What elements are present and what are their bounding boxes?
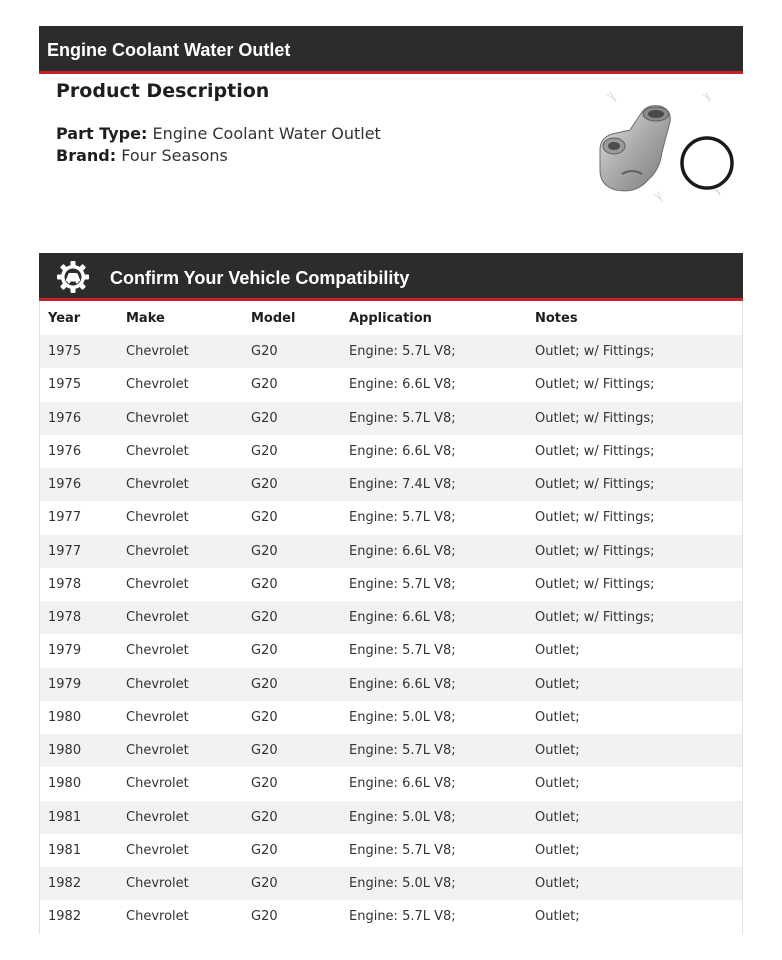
table-row [40, 335, 742, 368]
year-cell: 1976 [48, 443, 82, 459]
make-cell: Chevrolet [126, 344, 189, 360]
product-description-heading: Product Description [56, 80, 270, 102]
column-header-application: Application [349, 310, 432, 326]
table-row [40, 668, 742, 701]
make-cell: Chevrolet [126, 510, 189, 526]
notes-cell: Outlet; w/ Fittings; [535, 443, 655, 459]
model-cell: G20 [251, 809, 278, 825]
year-cell: 1979 [48, 643, 82, 659]
compatibility-header [39, 253, 743, 301]
table-row [40, 501, 742, 534]
model-cell: G20 [251, 842, 278, 858]
model-cell: G20 [251, 909, 278, 925]
part-type-value: Engine Coolant Water Outlet [152, 124, 381, 143]
model-cell: G20 [251, 876, 278, 892]
make-cell: Chevrolet [126, 842, 189, 858]
table-header-row [40, 301, 742, 335]
application-cell: Engine: 6.6L V8; [349, 776, 456, 792]
application-cell: Engine: 5.0L V8; [349, 876, 456, 892]
model-cell: G20 [251, 410, 278, 426]
year-cell: 1976 [48, 410, 82, 426]
year-cell: 1980 [48, 776, 82, 792]
make-cell: Chevrolet [126, 576, 189, 592]
year-cell: 1978 [48, 610, 82, 626]
notes-cell: Outlet; [535, 676, 580, 692]
application-cell: Engine: 6.6L V8; [349, 377, 456, 393]
year-cell: 1977 [48, 510, 82, 526]
make-cell: Chevrolet [126, 676, 189, 692]
application-cell: Engine: 5.7L V8; [349, 344, 456, 360]
model-cell: G20 [251, 477, 278, 493]
model-cell: G20 [251, 377, 278, 393]
notes-cell: Outlet; [535, 809, 580, 825]
notes-cell: Outlet; w/ Fittings; [535, 344, 655, 360]
make-cell: Chevrolet [126, 909, 189, 925]
table-row [40, 867, 742, 900]
table-row [40, 368, 742, 401]
column-header-notes: Notes [535, 310, 578, 326]
year-cell: 1982 [48, 909, 82, 925]
compatibility-table [39, 301, 743, 934]
table-row [40, 834, 742, 867]
model-cell: G20 [251, 443, 278, 459]
compatibility-title: Confirm Your Vehicle Compatibility [110, 268, 410, 288]
model-cell: G20 [251, 610, 278, 626]
model-cell: G20 [251, 344, 278, 360]
notes-cell: Outlet; w/ Fittings; [535, 576, 655, 592]
notes-cell: Outlet; [535, 643, 580, 659]
make-cell: Chevrolet [126, 809, 189, 825]
part-type-label: Part Type: [56, 124, 148, 143]
part-type-line [56, 124, 381, 143]
application-cell: Engine: 5.7L V8; [349, 576, 456, 592]
make-cell: Chevrolet [126, 643, 189, 659]
application-cell: Engine: 5.7L V8; [349, 743, 456, 759]
brand-value: Four Seasons [121, 146, 228, 165]
year-cell: 1975 [48, 344, 82, 360]
application-cell: Engine: 6.6L V8; [349, 543, 456, 559]
table-row [40, 634, 742, 667]
column-header-model: Model [251, 310, 296, 326]
make-cell: Chevrolet [126, 477, 189, 493]
year-cell: 1980 [48, 743, 82, 759]
model-cell: G20 [251, 676, 278, 692]
notes-cell: Outlet; [535, 743, 580, 759]
table-row [40, 535, 742, 568]
notes-cell: Outlet; w/ Fittings; [535, 477, 655, 493]
make-cell: Chevrolet [126, 410, 189, 426]
notes-cell: Outlet; w/ Fittings; [535, 543, 655, 559]
application-cell: Engine: 6.6L V8; [349, 443, 456, 459]
model-cell: G20 [251, 576, 278, 592]
table-row [40, 568, 742, 601]
application-cell: Engine: 5.7L V8; [349, 510, 456, 526]
year-cell: 1975 [48, 377, 82, 393]
application-cell: Engine: 6.6L V8; [349, 676, 456, 692]
year-cell: 1981 [48, 842, 82, 858]
application-cell: Engine: 5.0L V8; [349, 709, 456, 725]
product-title: Engine Coolant Water Outlet [47, 40, 291, 60]
table-row [40, 734, 742, 767]
make-cell: Chevrolet [126, 776, 189, 792]
make-cell: Chevrolet [126, 743, 189, 759]
model-cell: G20 [251, 510, 278, 526]
notes-cell: Outlet; w/ Fittings; [535, 377, 655, 393]
notes-cell: Outlet; [535, 709, 580, 725]
make-cell: Chevrolet [126, 543, 189, 559]
make-cell: Chevrolet [126, 443, 189, 459]
year-cell: 1976 [48, 477, 82, 493]
notes-cell: Outlet; w/ Fittings; [535, 610, 655, 626]
notes-cell: Outlet; w/ Fittings; [535, 510, 655, 526]
application-cell: Engine: 5.7L V8; [349, 410, 456, 426]
table-row [40, 402, 742, 435]
application-cell: Engine: 7.4L V8; [349, 477, 456, 493]
brand-line [56, 146, 228, 165]
make-cell: Chevrolet [126, 709, 189, 725]
notes-cell: Outlet; w/ Fittings; [535, 410, 655, 426]
table-row [40, 701, 742, 734]
column-header-make: Make [126, 310, 165, 326]
year-cell: 1981 [48, 809, 82, 825]
table-row [40, 767, 742, 800]
model-cell: G20 [251, 709, 278, 725]
model-cell: G20 [251, 776, 278, 792]
make-cell: Chevrolet [126, 610, 189, 626]
notes-cell: Outlet; [535, 909, 580, 925]
table-row [40, 801, 742, 834]
year-cell: 1979 [48, 676, 82, 692]
model-cell: G20 [251, 543, 278, 559]
product-title-bar [39, 26, 743, 74]
year-cell: 1978 [48, 576, 82, 592]
model-cell: G20 [251, 643, 278, 659]
table-row [40, 601, 742, 634]
brand-label: Brand: [56, 146, 117, 165]
application-cell: Engine: 5.7L V8; [349, 643, 456, 659]
year-cell: 1980 [48, 709, 82, 725]
make-cell: Chevrolet [126, 876, 189, 892]
make-cell: Chevrolet [126, 377, 189, 393]
notes-cell: Outlet; [535, 876, 580, 892]
notes-cell: Outlet; [535, 776, 580, 792]
table-row [40, 468, 742, 501]
table-row [40, 435, 742, 468]
application-cell: Engine: 5.0L V8; [349, 809, 456, 825]
notes-cell: Outlet; [535, 842, 580, 858]
year-cell: 1977 [48, 543, 82, 559]
column-header-year: Year [48, 310, 81, 326]
water-outlet-image [592, 90, 742, 210]
application-cell: Engine: 5.7L V8; [349, 909, 456, 925]
application-cell: Engine: 6.6L V8; [349, 610, 456, 626]
gear-car-icon [56, 260, 90, 294]
model-cell: G20 [251, 743, 278, 759]
year-cell: 1982 [48, 876, 82, 892]
application-cell: Engine: 5.7L V8; [349, 842, 456, 858]
table-row [40, 900, 742, 933]
